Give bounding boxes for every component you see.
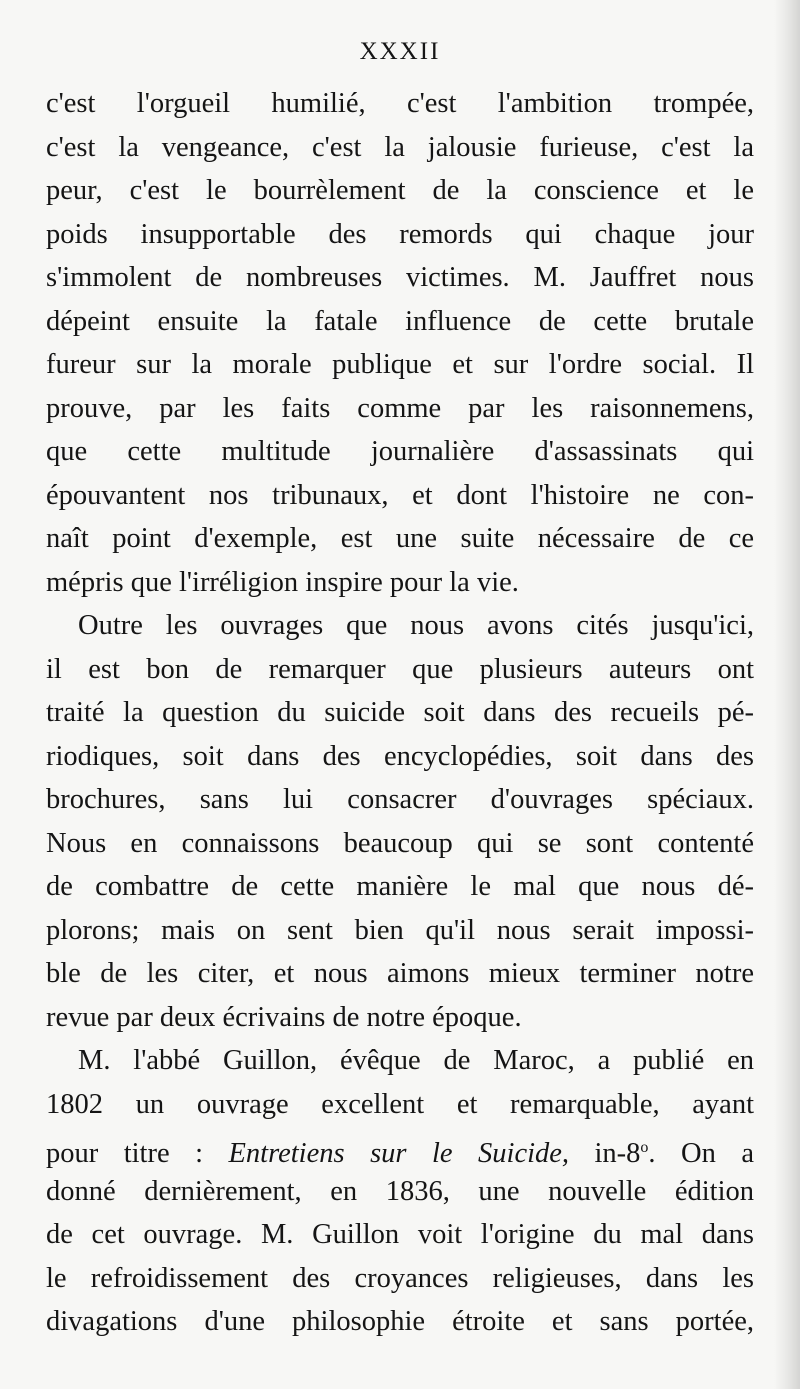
text-line: Outre les ouvrages que nous avons cités jusqu'ici,	[78, 610, 754, 641]
paragraph-3	[46, 1039, 754, 1344]
page-edge-shadow	[774, 0, 800, 1389]
text-line: s'immolent de nombreuses victimes. M. Jauffret nous	[46, 262, 754, 293]
text-line: c'est l'orgueil humilié, c'est l'ambition trompée,	[46, 88, 754, 119]
text-line: 1802 un ouvrage excellent et remarquable, ayant	[46, 1088, 754, 1120]
text-line: que cette multitude journalière d'assassinats qui	[46, 436, 754, 467]
text-line: revue par deux écrivains de notre époque.	[46, 1001, 522, 1033]
text-line: de cet ouvrage. M. Guillon voit l'origine du mal dans	[46, 1219, 754, 1250]
text-line-with-title	[46, 1126, 754, 1170]
text-line: mépris que l'irréligion inspire pour la vie.	[46, 566, 519, 598]
text-line: plorons; mais on sent bien qu'il nous serait impossi-	[46, 914, 754, 946]
paragraph-1	[46, 82, 754, 604]
text-line: donné dernièrement, en 1836, une nouvelle édition	[46, 1175, 754, 1207]
superscript-o: o	[640, 1139, 649, 1156]
body-text	[46, 82, 754, 1344]
title-suffix: . On a	[648, 1138, 754, 1169]
paragraph-2	[46, 604, 754, 1039]
text-line: épouvantent nos tribunaux, et dont l'histoire ne con-	[46, 479, 754, 511]
text-line: riodiques, soit dans des encyclopédies, soit dans des	[46, 740, 754, 772]
text-line: M. l'abbé Guillon, évêque de Maroc, a publié en	[78, 1045, 754, 1076]
text-line: Nous en connaissons beaucoup qui se sont contenté	[46, 827, 754, 859]
title-prefix: pour titre :	[46, 1138, 229, 1169]
text-line: de combattre de cette manière le mal que nous dé-	[46, 871, 754, 902]
text-line: dépeint ensuite la fatale influence de cette brutale	[46, 305, 754, 337]
text-line: traité la question du suicide soit dans des recueils pé-	[46, 697, 754, 728]
text-line: c'est la vengeance, c'est la jalousie furieuse, c'est la	[46, 131, 754, 163]
text-line: poids insupportable des remords qui chaque jour	[46, 218, 754, 250]
text-line: brochures, sans lui consacrer d'ouvrages spéciaux.	[46, 784, 754, 815]
text-line: peur, c'est le bourrèlement de la conscience et le	[46, 175, 754, 206]
page-number: XXXII	[359, 38, 441, 65]
text-line: prouve, par les faits comme par les raisonnemens,	[46, 392, 754, 424]
text-line: ble de les citer, et nous aimons mieux terminer notre	[46, 958, 754, 989]
text-line: naît point d'exemple, est une suite nécessaire de ce	[46, 523, 754, 554]
text-line: il est bon de remarquer que plusieurs auteurs ont	[46, 653, 754, 685]
title-format: in-8	[569, 1138, 641, 1169]
text-line: divagations d'une philosophie étroite et sans portée,	[46, 1306, 754, 1337]
text-line: fureur sur la morale publique et sur l'ordre social. Il	[46, 349, 754, 380]
book-title: Entretiens sur le Suicide,	[228, 1138, 570, 1169]
text-line: le refroidissement des croyances religieuses, dans les	[46, 1262, 754, 1294]
